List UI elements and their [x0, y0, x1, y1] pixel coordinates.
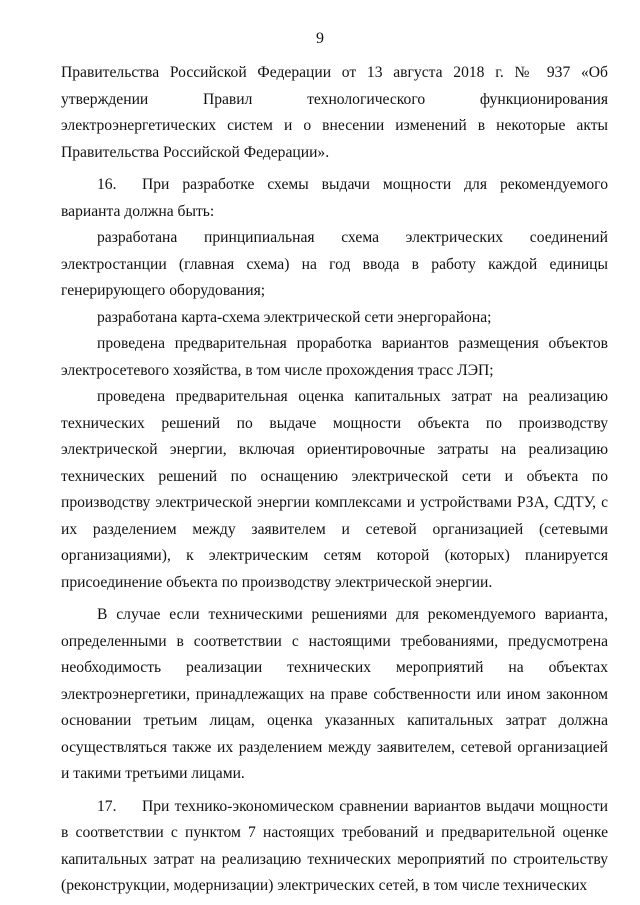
- clause-number: 17.: [97, 797, 117, 815]
- clause-16-text: При разработке схемы выдачи мощности для рекомендуемого варианта должна быть:: [61, 176, 608, 220]
- list-item-network-map: разработана карта-схема электрической сети энергорайона;: [97, 308, 492, 326]
- clause-17: [61, 794, 608, 900]
- clause-number: 16.: [97, 176, 117, 193]
- document-body: [61, 60, 608, 900]
- clause-16: [61, 172, 608, 225]
- page-number: 9: [316, 30, 324, 47]
- paragraph-third-party: В случае если техническими решениями для рекомендуемого варианта, определенными в соответствии с настоящими требованиями, предусмотрена необходимость реализации технических мероприятий на объектах электроэнергетики, принадлежащих на праве собственности или ином законном основании третьим лицам, оценка указанных капитальных затрат должна осуществляться также их разделением между заявителем, сетевой организацией и такими третьими лицами.: [61, 606, 608, 782]
- list-item-cost-estimate: проведена предварительная оценка капитальных затрат на реализацию технических решений по выдаче мощности объекта по производству электрической энергии, включая ориентировочные затраты на реализацию технических решений по оснащению электрической сети и объекта по производству электрической энергии комплексами и устройствами РЗА, СДТУ, с их разделением между заявителем и сетевой организацией (сетевыми организациями), к электрическим сетям которой (которых) планируется присоединение объекта по производству электрической энергии.: [61, 388, 608, 591]
- paragraph-continuation: Правительства Российской Федерации от 13 августа 2018 г. № 937 «Об утверждении Правил технологического функционирования электроэнергетических систем и о внесении изменений в некоторые акты Правительства Российской Федерации».: [61, 64, 608, 161]
- clause-17-text: При технико-экономическом сравнении вариантов выдачи мощности в соответствии с пунктом 7 настоящих требований и предварительной оценке капитальных затрат на реализацию технических мероприятий по строительству (реконструкции, модернизации) электрических сетей, в том числе технических: [61, 797, 608, 894]
- list-item-placement-study: проведена предварительная проработка вариантов размещения объектов электросетевого хозяйства, в том числе прохождения трасс ЛЭП;: [61, 335, 608, 379]
- list-item-main-scheme: разработана принципиальная схема электрических соединений электростанции (главная схема) на год ввода в работу каждой единицы генерирующего оборудования;: [61, 229, 608, 299]
